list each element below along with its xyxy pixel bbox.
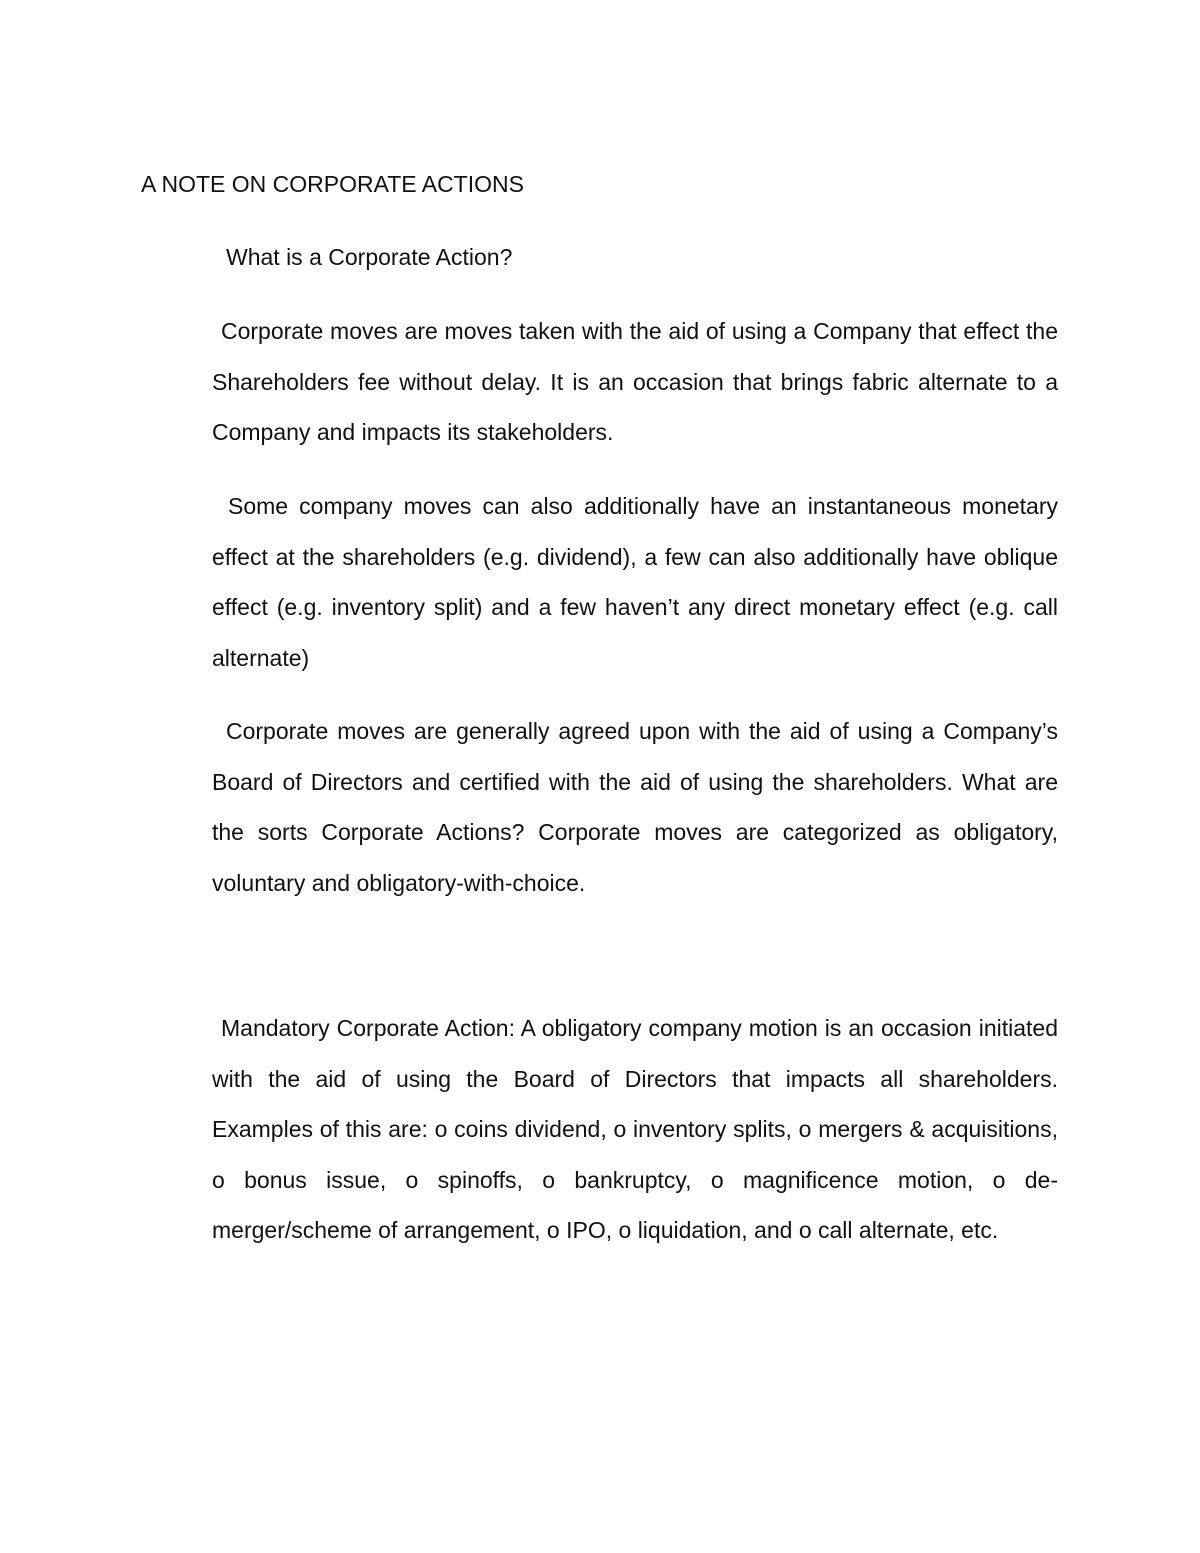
paragraph-approval-types: Corporate moves are generally agreed upon with the aid of using a Company’s Board of Directors and certified with the aid of using the shareholders. What are the sorts Corporate Actions? Corporate moves are categorized as obligatory, voluntary and obligatory-with-choice.: [212, 718, 1058, 896]
document-title: A NOTE ON CORPORATE ACTIONS: [141, 171, 524, 197]
paragraph-mandatory-action: Mandatory Corporate Action: A obligatory company motion is an occasion initiated with the aid of using the Board of Directors that impacts all shareholders. Examples of this are: o coins dividend, o inventory splits, o mergers & acquisitions, o bonus issue, o spinoffs, o bankruptcy, o magnificence motion, o de-merger/scheme of arrangement, o IPO, o liquidation, and o call alternate, etc.: [212, 1015, 1058, 1243]
paragraph-effects: Some company moves can also additionally have an instantaneous monetary effect at the shareholders (e.g. dividend), a few can also additionally have oblique effect (e.g. inventory split) and a few haven’t any direct monetary effect (e.g. call alternate): [212, 493, 1058, 671]
paragraph-definition: Corporate moves are moves taken with the aid of using a Company that effect the Shareholders fee without delay. It is an occasion that brings fabric alternate to a Company and impacts its stakeholders.: [212, 318, 1058, 445]
section-heading: What is a Corporate Action?: [226, 244, 513, 270]
